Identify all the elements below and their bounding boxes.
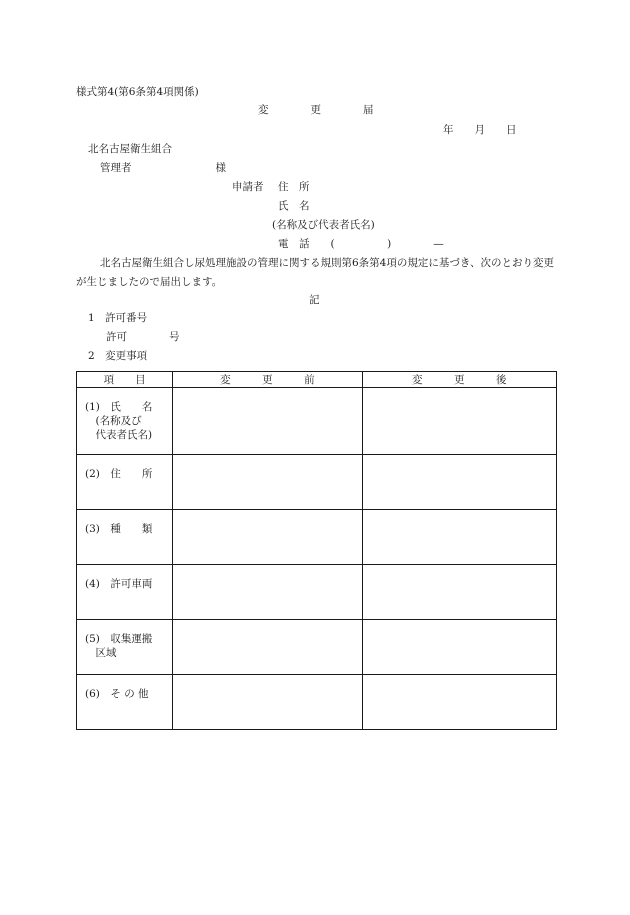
- after-cell[interactable]: [362, 455, 556, 510]
- applicant-address-label: 住 所: [278, 181, 310, 193]
- addressee-title: 管理者 様: [100, 162, 226, 174]
- after-cell[interactable]: [362, 565, 556, 620]
- addressee-organization: 北名古屋衛生組合: [88, 143, 172, 155]
- after-cell[interactable]: [362, 388, 556, 455]
- table-header-row: [77, 372, 557, 388]
- before-cell[interactable]: [173, 565, 362, 620]
- header-before: 変 更 前: [173, 372, 362, 388]
- table-row: [77, 510, 557, 565]
- after-cell[interactable]: [362, 675, 556, 730]
- row-label-other: (6) そ の 他: [85, 688, 149, 700]
- row-label-name: (1) 氏 名 (名称及び 代表者氏名): [85, 401, 153, 441]
- item2-title: 2 変更事項: [88, 350, 148, 362]
- change-table: [76, 371, 557, 730]
- after-cell[interactable]: [362, 510, 556, 565]
- item1-value: 許可 号: [106, 331, 180, 343]
- row-label-area: (5) 収集運搬 区域: [85, 633, 153, 659]
- form-reference: 様式第4(第6条第4項関係): [76, 86, 199, 98]
- row-label-address: (2) 住 所: [85, 468, 153, 480]
- applicant-name-label: 氏 名: [278, 200, 310, 212]
- ki-heading: 記: [309, 294, 320, 306]
- table-row: [77, 675, 557, 730]
- applicant-label: 申請者: [232, 181, 264, 193]
- before-cell[interactable]: [173, 620, 362, 675]
- before-cell[interactable]: [173, 510, 362, 565]
- before-cell[interactable]: [173, 455, 362, 510]
- table-row: [77, 565, 557, 620]
- after-cell[interactable]: [362, 620, 556, 675]
- before-cell[interactable]: [173, 675, 362, 730]
- row-label-type: (3) 種 類: [85, 523, 153, 535]
- before-cell[interactable]: [173, 388, 362, 455]
- body-text: 北名古屋衛生組合し尿処理施設の管理に関する規則第6条第4項の規定に基づき、次のとおり変更が生じましたので届出します。: [76, 257, 554, 288]
- date-line: 年 月 日: [443, 124, 517, 136]
- document-title: 変 更 届: [258, 104, 374, 116]
- header-item: 項 目: [77, 372, 173, 388]
- applicant-phone-label: 電 話 ( ) —: [278, 238, 444, 250]
- table-row: [77, 388, 557, 455]
- item1-title: 1 許可番号: [88, 312, 148, 324]
- header-after: 変 更 後: [362, 372, 556, 388]
- table-row: [77, 620, 557, 675]
- applicant-name-note: (名称及び代表者氏名): [272, 219, 375, 231]
- table-row: [77, 455, 557, 510]
- row-label-vehicle: (4) 許可車両: [85, 578, 153, 590]
